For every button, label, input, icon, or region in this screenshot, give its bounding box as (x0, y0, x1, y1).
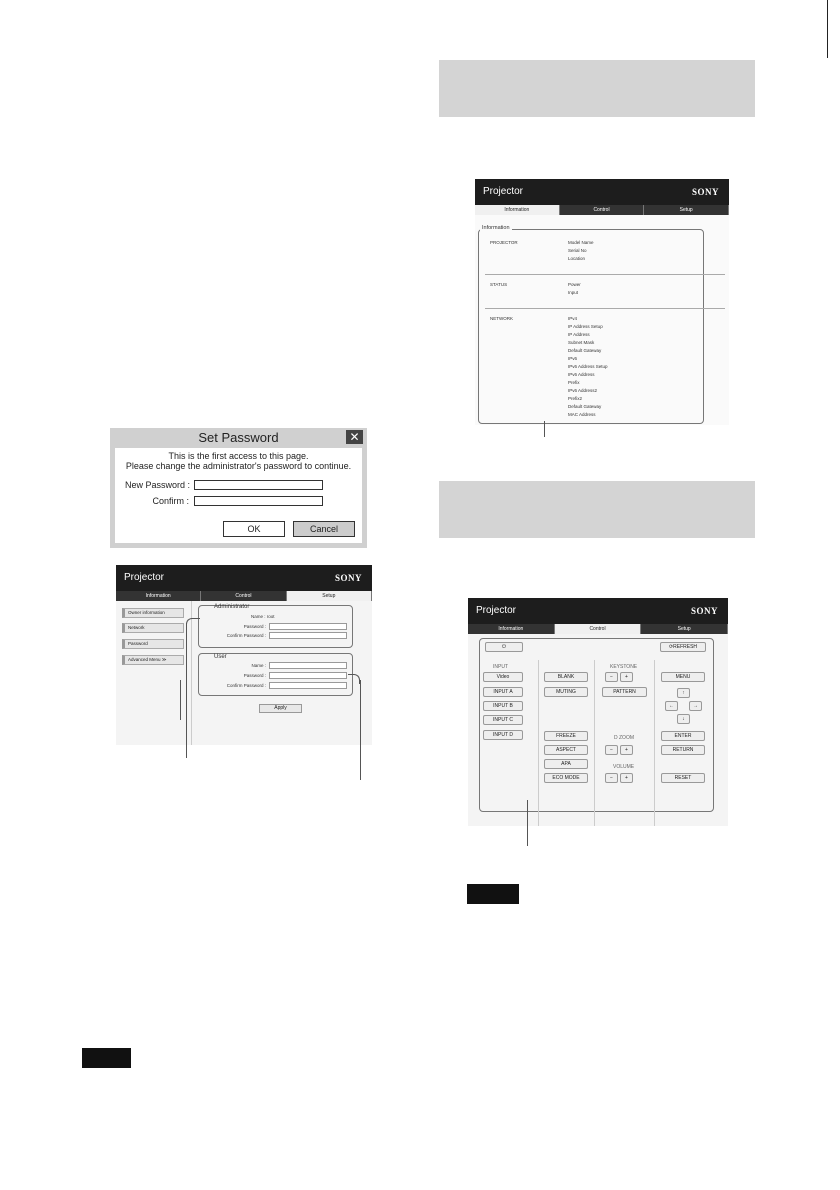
information-section-title: Information (482, 225, 510, 231)
tab-information[interactable]: Information (468, 624, 555, 634)
sidebar-item-network[interactable]: Network (122, 623, 184, 633)
info-item: Serial No (568, 248, 587, 253)
column-divider (594, 660, 595, 826)
group-projector-label: PROJECTOR (490, 240, 518, 245)
callout-line-control (527, 800, 528, 846)
info-item: IPv6 Address2 (568, 388, 598, 393)
tab-setup[interactable]: Setup (287, 591, 372, 601)
app-title: Projector (476, 605, 517, 616)
user-heading: User (214, 654, 227, 660)
user-confirm-field[interactable] (269, 682, 347, 689)
tab-control[interactable]: Control (201, 591, 286, 601)
keystone-label: KEYSTONE (610, 664, 638, 670)
info-item: IPv4 (568, 316, 578, 321)
input-b-button[interactable]: INPUT B (483, 701, 523, 711)
divider (485, 274, 725, 275)
note-label-box-right (467, 884, 519, 904)
apply-button[interactable]: Apply (259, 704, 302, 713)
administrator-name: Name : root (251, 614, 275, 619)
projector-control-page (468, 598, 728, 826)
admin-confirm-label: Confirm Password : (226, 633, 266, 638)
control-panel (479, 638, 714, 812)
down-arrow-icon[interactable]: ↓ (677, 714, 690, 724)
sidebar-item-password[interactable]: Password (122, 639, 184, 649)
power-button[interactable]: ⏻ (485, 642, 523, 652)
aspect-button[interactable]: ASPECT (544, 745, 588, 755)
info-item: MAC Address (568, 412, 596, 417)
tab-bar (116, 591, 372, 601)
input-section-label: INPUT (493, 664, 508, 670)
callout-line-information (544, 421, 545, 437)
confirm-password-field[interactable] (194, 496, 323, 506)
confirm-password-label: Confirm : (152, 496, 189, 506)
return-button[interactable]: RETURN (661, 745, 705, 755)
blank-button[interactable]: BLANK (544, 672, 588, 682)
dialog-body (115, 448, 362, 543)
sidebar-item-owner-information[interactable]: Owner information (122, 608, 184, 618)
right-arrow-icon[interactable]: → (689, 701, 702, 711)
section-heading-bar-top (439, 60, 755, 117)
info-item: IP Address Setup (568, 324, 603, 329)
d-zoom-minus-button[interactable]: − (605, 745, 618, 755)
user-password-field[interactable] (269, 672, 347, 679)
callout-line-sidebar (180, 680, 181, 720)
projector-information-page (475, 179, 729, 425)
dialog-message-line2: Please change the administrator's password to continue. (125, 461, 352, 471)
refresh-button[interactable]: ⟳REFRESH (660, 642, 706, 652)
control-body (468, 634, 728, 826)
info-item: Model Name (568, 240, 594, 245)
column-divider (538, 660, 539, 826)
info-item: Power (568, 282, 581, 287)
column-divider (654, 660, 655, 826)
callout-hook-administrator (186, 618, 200, 628)
sidebar-item-advanced-menu[interactable]: Advanced Menu ≫ (122, 655, 184, 665)
user-name-label: Name : (251, 663, 266, 668)
cancel-button[interactable]: Cancel (293, 521, 355, 537)
apa-button[interactable]: APA (544, 759, 588, 769)
admin-confirm-field[interactable] (269, 632, 347, 639)
admin-password-label: Password : (243, 624, 266, 629)
input-d-button[interactable]: INPUT D (483, 730, 523, 740)
setup-body (116, 601, 372, 745)
brand-logo: SONY (690, 606, 718, 616)
dialog-title: Set Password (198, 430, 279, 445)
tab-information[interactable]: Information (116, 591, 201, 601)
tab-control[interactable]: Control (560, 205, 645, 215)
brand-logo: SONY (691, 187, 719, 197)
ok-button[interactable]: OK (223, 521, 285, 537)
section-heading-bar-middle (439, 481, 755, 538)
info-item: Default Gateway (568, 404, 602, 409)
info-item: IPv6 Address (568, 372, 595, 377)
tab-information[interactable]: Information (475, 205, 560, 215)
input-c-button[interactable]: INPUT C (483, 715, 523, 725)
info-item: IPv6 (568, 356, 578, 361)
pattern-button[interactable]: PATTERN (602, 687, 647, 697)
administrator-heading: Administrator (214, 604, 250, 610)
set-password-dialog (110, 428, 367, 548)
user-password-label: Password : (243, 673, 266, 678)
tab-control[interactable]: Control (555, 624, 642, 634)
input-a-button[interactable]: INPUT A (483, 687, 523, 697)
tab-bar (475, 205, 729, 215)
info-item: IPv6 Address Setup (568, 364, 608, 369)
d-zoom-label: D ZOOM (614, 735, 634, 741)
info-item: Location (568, 256, 586, 261)
muting-button[interactable]: MUTING (544, 687, 588, 697)
brand-logo: SONY (334, 573, 362, 583)
new-password-field[interactable] (194, 480, 323, 490)
left-arrow-icon[interactable]: ← (665, 701, 678, 711)
header-bar (116, 565, 372, 591)
volume-label: VOLUME (613, 764, 635, 770)
callout-line-administrator (186, 623, 187, 758)
keystone-minus-button[interactable]: − (605, 672, 618, 682)
tab-bar (468, 624, 728, 634)
volume-plus-button[interactable]: + (620, 773, 633, 783)
info-item: IP Address (568, 332, 590, 337)
d-zoom-plus-button[interactable]: + (620, 745, 633, 755)
reset-button[interactable]: RESET (661, 773, 705, 783)
up-arrow-icon[interactable]: ↑ (677, 688, 690, 698)
dialog-message-line1: This is the first access to this page. (168, 451, 309, 461)
enter-button[interactable]: ENTER (661, 731, 705, 741)
menu-button[interactable]: MENU (661, 672, 705, 682)
info-item: Prefix (568, 380, 580, 385)
user-confirm-label: Confirm Password : (226, 683, 266, 688)
app-title: Projector (483, 186, 524, 197)
freeze-button[interactable]: FREEZE (544, 731, 588, 741)
input-video-button[interactable]: Video (483, 672, 523, 682)
close-icon[interactable]: ✕ (346, 430, 363, 444)
callout-line-user (360, 680, 361, 780)
volume-minus-button[interactable]: − (605, 773, 618, 783)
divider (485, 308, 725, 309)
projector-setup-page (116, 565, 372, 745)
admin-password-field[interactable] (269, 623, 347, 630)
keystone-plus-button[interactable]: + (620, 672, 633, 682)
group-status-label: STATUS (490, 282, 508, 287)
user-name-field[interactable] (269, 662, 347, 669)
info-item: Prefix2 (568, 396, 583, 401)
info-item: Default Gateway (568, 348, 602, 353)
tab-setup[interactable]: Setup (641, 624, 728, 634)
header-bar (475, 179, 729, 205)
tab-setup[interactable]: Setup (644, 205, 729, 215)
header-bar (468, 598, 728, 624)
note-label-box-left (82, 1048, 131, 1068)
information-body (475, 215, 729, 425)
new-password-label: New Password : (124, 480, 190, 490)
app-title: Projector (124, 572, 165, 583)
margin-tab-line (827, 0, 828, 58)
info-item: Subnet Mask (568, 340, 595, 345)
group-network-label: NETWORK (490, 316, 513, 321)
callout-hook-user (348, 674, 360, 684)
info-item: Input (568, 290, 579, 295)
eco-mode-button[interactable]: ECO MODE (544, 773, 588, 783)
